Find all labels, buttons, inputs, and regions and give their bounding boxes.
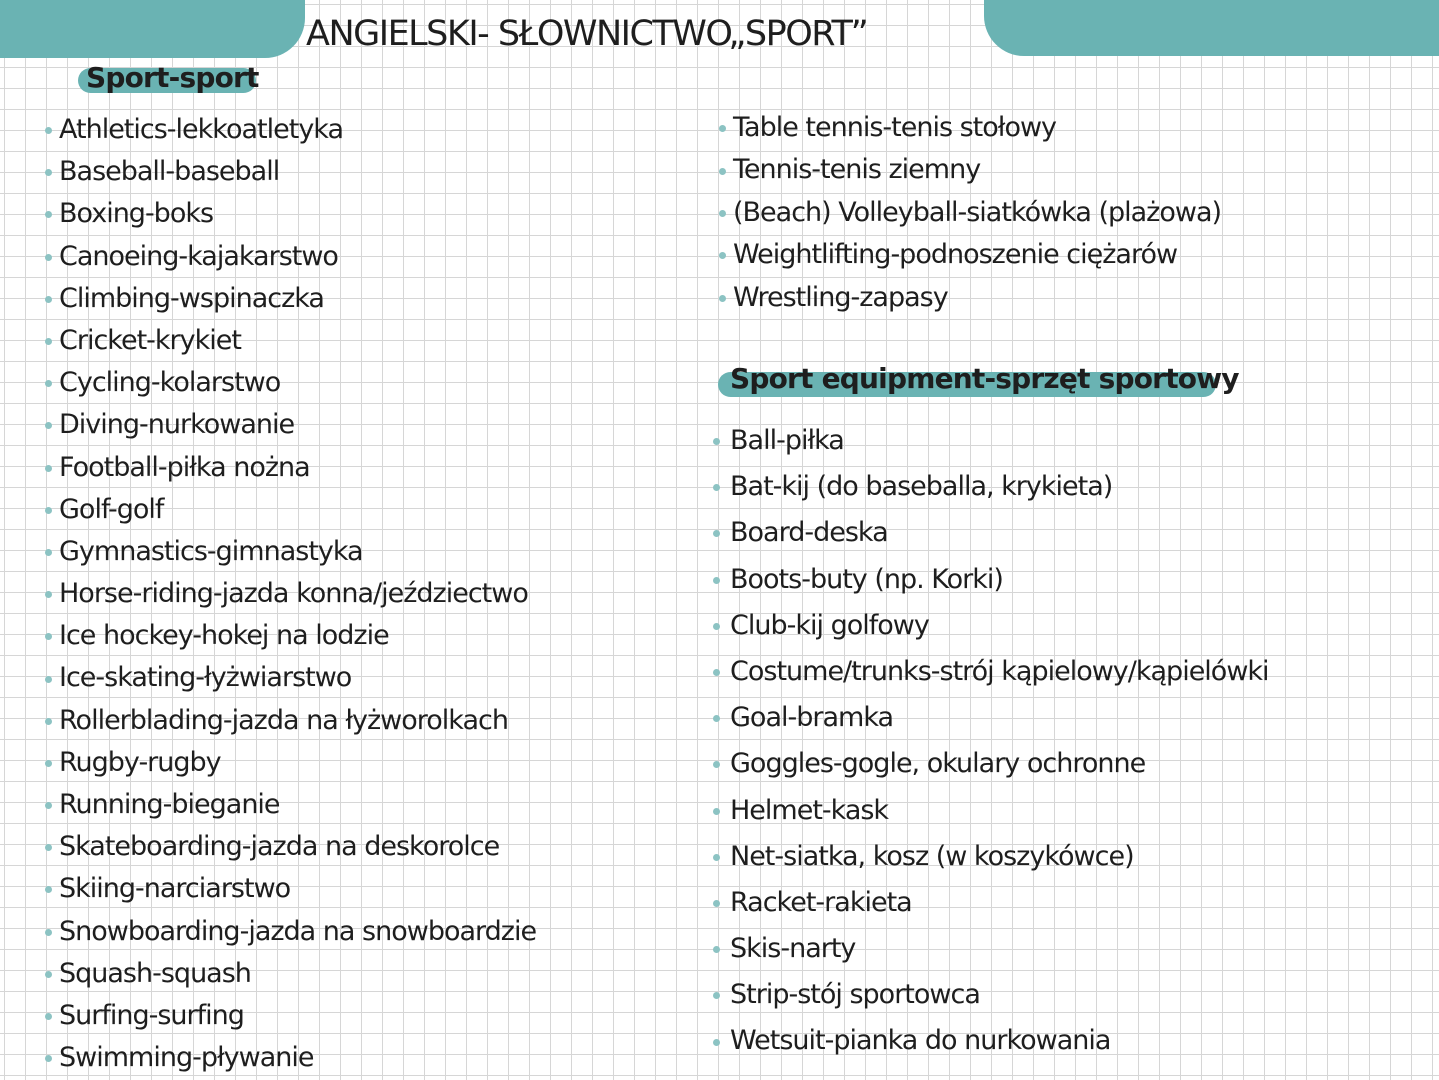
list-item: Ice-skating-łyżwiarstwo bbox=[45, 657, 536, 699]
equipment-list bbox=[713, 418, 1269, 1065]
list-item: Strip-stój sportowca bbox=[713, 972, 1269, 1018]
list-item: Boxing-boks bbox=[45, 193, 536, 235]
list-item: Canoeing-kajakarstwo bbox=[45, 236, 536, 278]
list-item: Football-piłka nożna bbox=[45, 447, 536, 489]
list-item: Bat-kij (do baseballa, krykieta) bbox=[713, 464, 1269, 510]
list-item: Club-kij golfowy bbox=[713, 603, 1269, 649]
list-item: Skateboarding-jazda na deskorolce bbox=[45, 826, 536, 868]
equipment-heading: Sport equipment-sprzęt sportowy bbox=[730, 362, 1239, 395]
list-item: Table tennis-tenis stołowy bbox=[719, 107, 1221, 149]
list-item: Rugby-rugby bbox=[45, 742, 536, 784]
list-item: Climbing-wspinaczka bbox=[45, 278, 536, 320]
list-item: Golf-golf bbox=[45, 489, 536, 531]
list-item: Racket-rakieta bbox=[713, 880, 1269, 926]
list-item: Snowboarding-jazda na snowboardzie bbox=[45, 911, 536, 953]
page-title: ANGIELSKI- SŁOWNICTWO„SPORT” bbox=[306, 14, 868, 54]
list-item: Weightlifting-podnoszenie ciężarów bbox=[719, 234, 1221, 276]
list-item: Goggles-gogle, okulary ochronne bbox=[713, 741, 1269, 787]
list-item: Cycling-kolarstwo bbox=[45, 362, 536, 404]
list-item: Costume/trunks-strój kąpielowy/kąpielówki bbox=[713, 649, 1269, 695]
list-item: Cricket-krykiet bbox=[45, 320, 536, 362]
list-item: Boots-buty (np. Korki) bbox=[713, 557, 1269, 603]
list-item: Skiing-narciarstwo bbox=[45, 868, 536, 910]
list-item: Running-bieganie bbox=[45, 784, 536, 826]
title-banner-left bbox=[0, 0, 305, 58]
list-item: Gymnastics-gimnastyka bbox=[45, 531, 536, 573]
list-item: Squash-squash bbox=[45, 953, 536, 995]
list-item: Surfing-surfing bbox=[45, 995, 536, 1037]
sport-list-continued bbox=[719, 107, 1221, 319]
list-item: (Beach) Volleyball-siatkówka (plażowa) bbox=[719, 192, 1221, 234]
list-item: Net-siatka, kosz (w koszykówce) bbox=[713, 834, 1269, 880]
list-item: Baseball-baseball bbox=[45, 151, 536, 193]
list-item: Helmet-kask bbox=[713, 788, 1269, 834]
list-item: Swimming-pływanie bbox=[45, 1037, 536, 1079]
list-item: Skis-narty bbox=[713, 926, 1269, 972]
list-item: Tennis-tenis ziemny bbox=[719, 149, 1221, 191]
list-item: Rollerblading-jazda na łyżworolkach bbox=[45, 700, 536, 742]
list-item: Board-deska bbox=[713, 510, 1269, 556]
list-item: Diving-nurkowanie bbox=[45, 404, 536, 446]
list-item: Goal-bramka bbox=[713, 695, 1269, 741]
list-item: Ice hockey-hokej na lodzie bbox=[45, 615, 536, 657]
sport-list bbox=[45, 109, 536, 1079]
list-item: Wetsuit-pianka do nurkowania bbox=[713, 1018, 1269, 1064]
list-item: Ball-piłka bbox=[713, 418, 1269, 464]
list-item: Horse-riding-jazda konna/jeździectwo bbox=[45, 573, 536, 615]
title-banner-right bbox=[984, 0, 1439, 56]
sport-heading: Sport-sport bbox=[86, 61, 259, 94]
list-item: Wrestling-zapasy bbox=[719, 277, 1221, 319]
list-item: Athletics-lekkoatletyka bbox=[45, 109, 536, 151]
